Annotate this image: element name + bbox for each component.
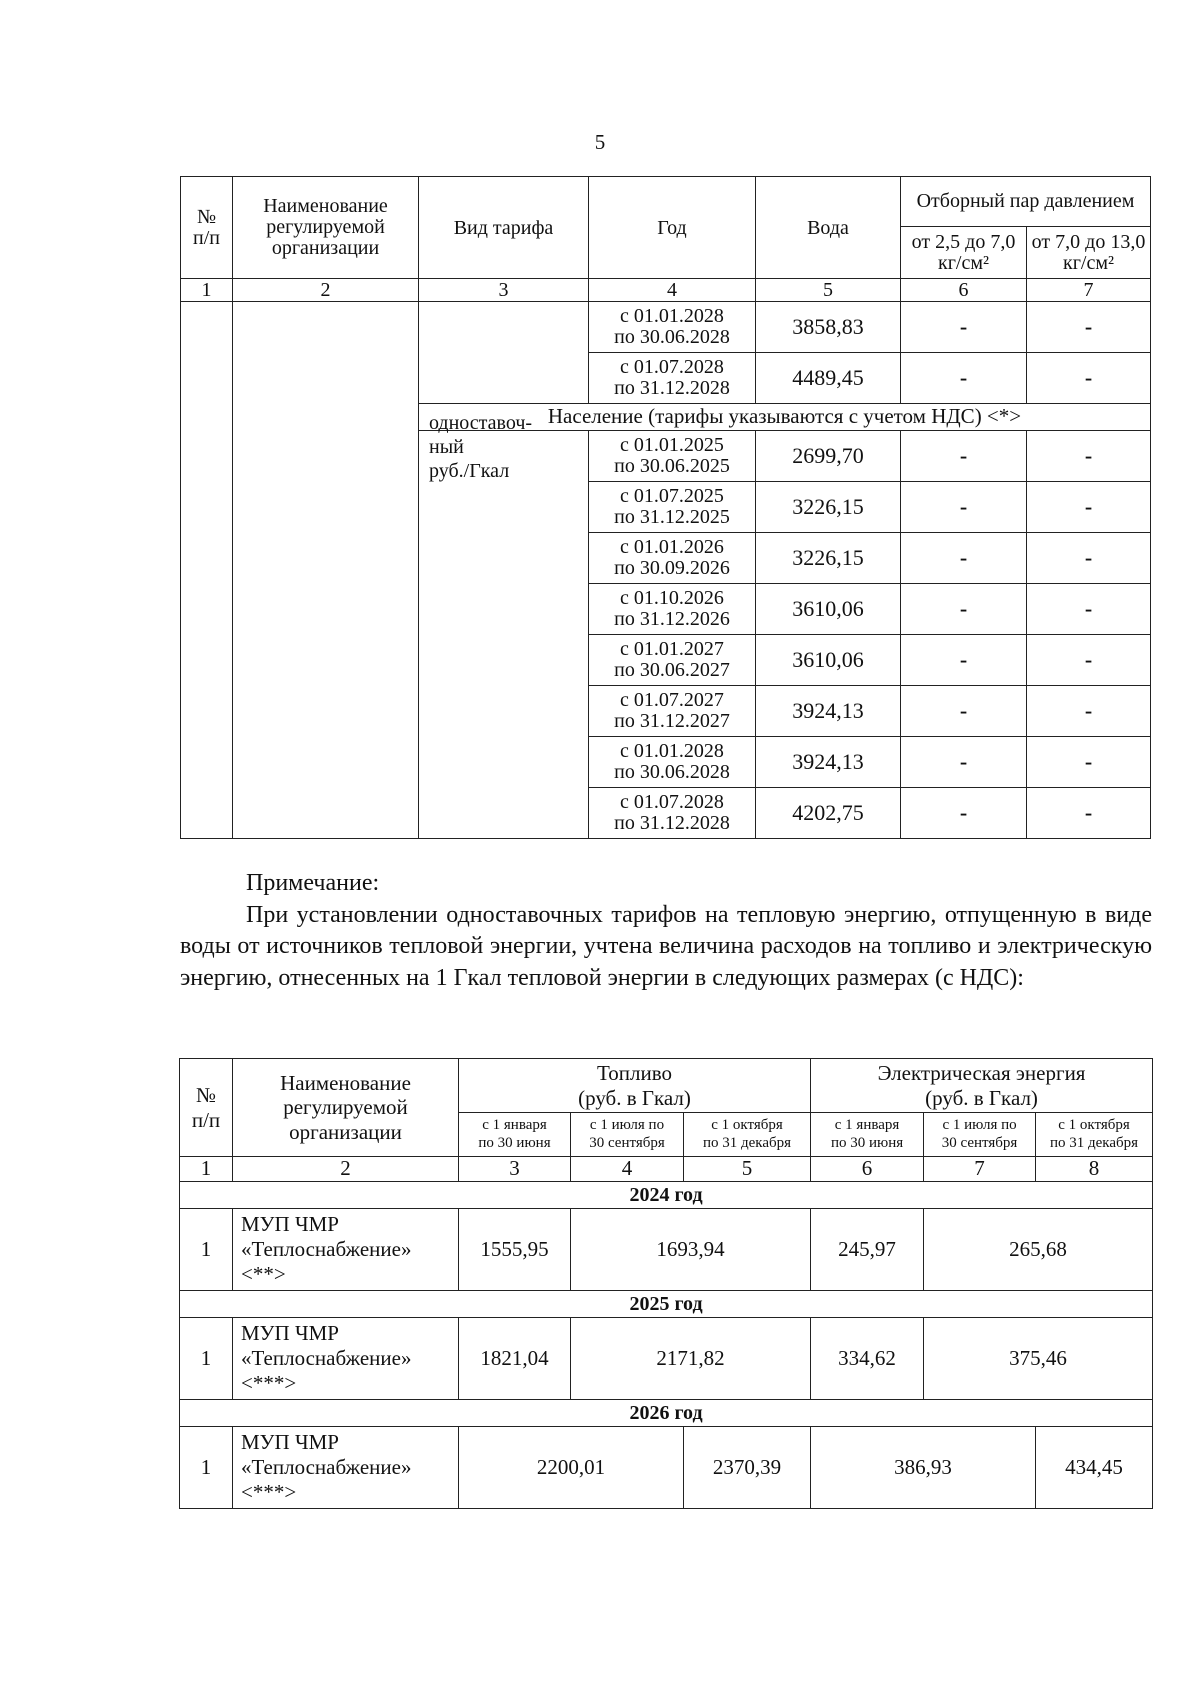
steam-low-value: - [901,737,1027,788]
electric-q4-value: 434,45 [1036,1427,1153,1509]
header-period: с 1 июля по 30 сентября [924,1113,1036,1157]
col-number: 6 [901,279,1027,302]
water-value: 3858,83 [756,302,901,353]
tariff-name: одноставоч- ный руб./Гкал [429,412,533,482]
col-number: 3 [459,1157,571,1182]
header-period: с 1 января по 30 июня [811,1113,924,1157]
tariff-table [180,176,1151,839]
col-number: 6 [811,1157,924,1182]
water-value: 3610,06 [756,635,901,686]
steam-high-value: - [1027,482,1151,533]
water-value: 4489,45 [756,353,901,404]
col-number: 4 [571,1157,684,1182]
col-number: 7 [1027,279,1151,302]
row-num: 1 [180,1209,233,1291]
fuel-h1-value: 1821,04 [459,1318,571,1400]
tariff-name-cell [419,412,589,839]
header-period: с 1 января по 30 июня [459,1113,571,1157]
steam-low-value: - [901,686,1027,737]
header-num: № п/п [181,177,233,279]
population-label: Население (тарифы указываются с учетом НДС) <*> [419,404,1151,431]
period-cell: с 01.07.2027 по 31.12.2027 [589,686,756,737]
col-number: 5 [684,1157,811,1182]
steam-low-value: - [901,635,1027,686]
header-steam-low: от 2,5 до 7,0 кг/см² [901,227,1027,279]
water-value: 2699,70 [756,431,901,482]
steam-low-value: - [901,584,1027,635]
row-num: 1 [180,1318,233,1400]
period-cell: с 01.01.2027 по 30.06.2027 [589,635,756,686]
header-steam: Отборный пар давлением [901,177,1151,227]
header-period: с 1 октября по 31 декабря [684,1113,811,1157]
page-number: 5 [594,130,606,154]
steam-high-value: - [1027,353,1151,404]
period-cell: с 01.10.2026 по 31.12.2026 [589,584,756,635]
col-number: 1 [180,1157,233,1182]
steam-low-value: - [901,533,1027,584]
electric-h1-value: 245,97 [811,1209,924,1291]
cost-table [179,1058,1153,1509]
header-org: Наименование регулируемой организации [233,1059,459,1157]
col-number: 1 [181,279,233,302]
steam-high-value: - [1027,533,1151,584]
steam-high-value: - [1027,584,1151,635]
tariff-cell-empty [419,302,589,404]
header-num: № п/п [180,1059,233,1157]
row-num: 1 [180,1427,233,1509]
col-number: 2 [233,1157,459,1182]
period-cell: с 01.07.2028 по 31.12.2028 [589,353,756,404]
org-name: МУП ЧМР «Теплоснабжение» <***> [233,1427,459,1509]
steam-high-value: - [1027,788,1151,839]
col-number: 4 [589,279,756,302]
water-value: 3226,15 [756,533,901,584]
note-text: При установлении одноставочных тарифов на тепловую энергию, отпущенную в виде воды от источников тепловой энергии, учтена величина расходов на топливо и электрическую энергию, отнесенных на 1 Гкал тепловой энергии в следующих размерах (с НДС): [180,901,1152,992]
electric-first-value: 386,93 [811,1427,1036,1509]
electric-rest-value: 265,68 [924,1209,1153,1291]
fuel-rest-value: 1693,94 [571,1209,811,1291]
period-cell: с 01.07.2028 по 31.12.2028 [589,788,756,839]
period-cell: с 01.01.2025 по 30.06.2025 [589,431,756,482]
steam-low-value: - [901,353,1027,404]
steam-low-value: - [901,302,1027,353]
header-fuel: Топливо (руб. в Гкал) [459,1059,811,1113]
water-value: 3924,13 [756,686,901,737]
header-year: Год [589,177,756,279]
header-tariff-type: Вид тарифа [419,177,589,279]
period-cell: с 01.01.2026 по 30.09.2026 [589,533,756,584]
water-value: 3610,06 [756,584,901,635]
note-title: Примечание: [246,870,380,896]
col-number: 8 [1036,1157,1153,1182]
steam-low-value: - [901,788,1027,839]
num-cell-empty [181,302,233,839]
electric-h1-value: 334,62 [811,1318,924,1400]
column-numbers-row [180,1157,1153,1182]
steam-low-value: - [901,482,1027,533]
steam-high-value: - [1027,635,1151,686]
column-numbers-row [181,279,1151,302]
org-name: МУП ЧМР «Теплоснабжение» <**> [233,1209,459,1291]
header-steam-high: от 7,0 до 13,0 кг/см² [1027,227,1151,279]
header-org: Наименование регулируемой организации [233,177,419,279]
table-row [180,1427,1153,1509]
fuel-first-value: 2200,01 [459,1427,684,1509]
header-period: с 1 октября по 31 декабря [1036,1113,1153,1157]
steam-high-value: - [1027,431,1151,482]
steam-low-value: - [901,431,1027,482]
steam-high-value: - [1027,737,1151,788]
water-value: 4202,75 [756,788,901,839]
org-cell-empty [233,302,419,839]
period-cell: с 01.01.2028 по 30.06.2028 [589,302,756,353]
col-number: 5 [756,279,901,302]
table-row [180,1209,1153,1291]
year-heading: 2025 год [180,1291,1153,1318]
steam-high-value: - [1027,302,1151,353]
year-heading: 2024 год [180,1182,1153,1209]
header-period: с 1 июля по 30 сентября [571,1113,684,1157]
fuel-h1-value: 1555,95 [459,1209,571,1291]
table-row [181,302,1151,353]
note-section [180,868,1152,995]
steam-high-value: - [1027,686,1151,737]
col-number: 2 [233,279,419,302]
electric-rest-value: 375,46 [924,1318,1153,1400]
period-cell: с 01.01.2028 по 30.06.2028 [589,737,756,788]
header-water: Вода [756,177,901,279]
org-name: МУП ЧМР «Теплоснабжение» <***> [233,1318,459,1400]
header-electric: Электрическая энергия (руб. в Гкал) [811,1059,1153,1113]
year-heading: 2026 год [180,1400,1153,1427]
table-row [180,1318,1153,1400]
fuel-rest-value: 2171,82 [571,1318,811,1400]
col-number: 7 [924,1157,1036,1182]
col-number: 3 [419,279,589,302]
water-value: 3226,15 [756,482,901,533]
water-value: 3924,13 [756,737,901,788]
period-cell: с 01.07.2025 по 31.12.2025 [589,482,756,533]
fuel-q4-value: 2370,39 [684,1427,811,1509]
